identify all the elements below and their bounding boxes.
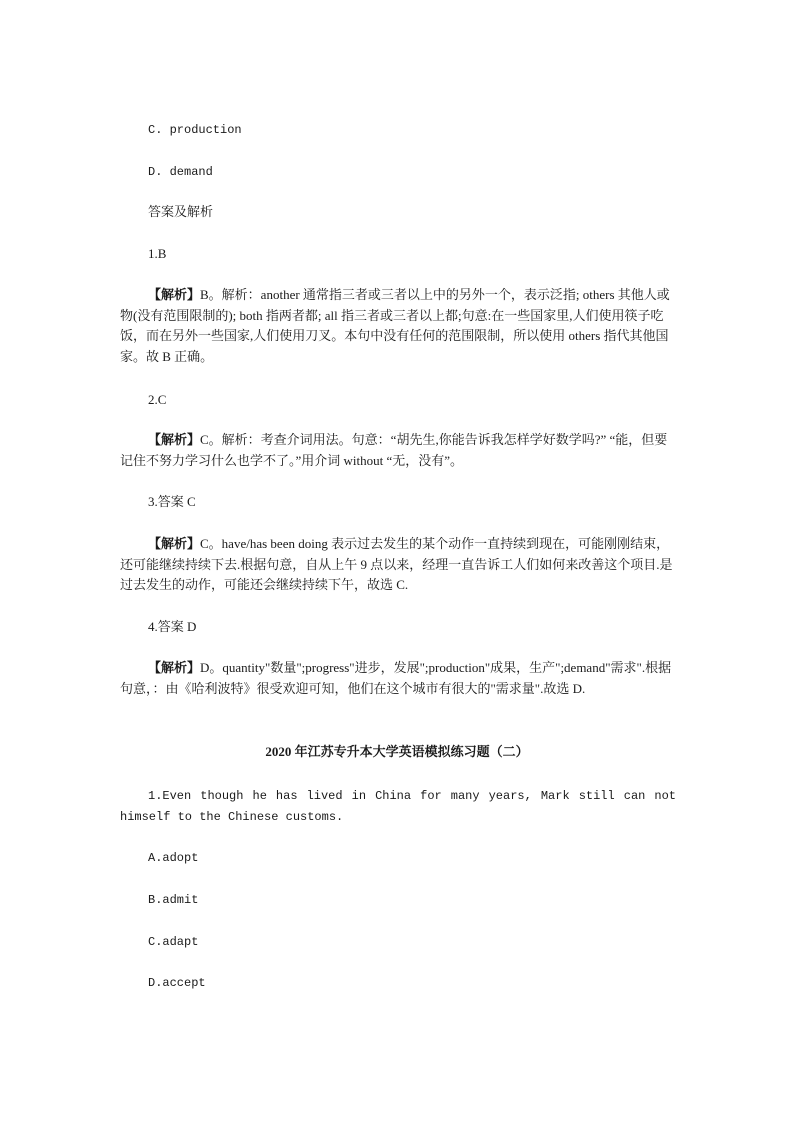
answer-4-explanation <box>120 658 676 699</box>
answer-1-explanation <box>120 285 676 367</box>
explanation-label: 【解析】 <box>148 536 201 551</box>
option-c: C. production <box>148 123 242 137</box>
explanation-text: C。解析：考查介词用法。句意：“胡先生,你能告诉我怎样学好数学吗?” “能，但要记住不努力学习什么也学不了。”用介词 without “无，没有”。 <box>120 432 668 468</box>
explanation-label: 【解析】 <box>148 660 201 675</box>
question-1-text: 1.Even though he has lived in China for many years, Mark still can not himself to the Chinese customs. <box>120 789 676 824</box>
question-1-option-a: A.adopt <box>148 851 199 865</box>
answers-heading: 答案及解析 <box>148 204 214 219</box>
section-title: 2020 年江苏专升本大学英语模拟练习题（二） <box>265 744 529 759</box>
explanation-label: 【解析】 <box>148 287 201 302</box>
option-d: D. demand <box>148 165 213 179</box>
question-1-option-d: D.accept <box>148 976 206 990</box>
explanation-text: D。quantity"数量";progress"进步，发展";production"成果，生产";demand"需求".根据句意，：由《哈利波特》很受欢迎可知，他们在这个城市有很大的"需求量".故选 D. <box>120 660 672 696</box>
answer-1-number: 1.B <box>148 246 167 261</box>
question-1-option-b: B.admit <box>148 893 199 907</box>
answer-3-explanation <box>120 534 676 596</box>
answer-4-number: 4.答案 D <box>148 619 197 634</box>
explanation-label: 【解析】 <box>148 432 201 447</box>
answer-2-explanation <box>120 430 676 471</box>
answer-2-number: 2.C <box>148 392 167 407</box>
explanation-text: C。have/has been doing 表示过去发生的某个动作一直持续到现在，可能刚刚结束，还可能继续持续下去.根据句意，自从上午 9 点以来，经理一直告诉工人们如何来改善这个项目.是过去发生的动作，可能还会继续持续下午，故选 C. <box>120 536 673 592</box>
explanation-text: B。解析：another 通常指三者或三者以上中的另外一个，表示泛指; others 其他人或物(没有范围限制的); both 指两者都; all 指三者或三者以上都;句意:在一些国家里,人们使用筷子吃饭，而在另外一些国家,人们使用刀叉。本句中没有任何的范围限制，所以使用 others 指代其他国家。故 B 正确。 <box>120 287 670 364</box>
question-1-option-c: C.adapt <box>148 935 199 949</box>
answer-3-number: 3.答案 C <box>148 494 196 509</box>
